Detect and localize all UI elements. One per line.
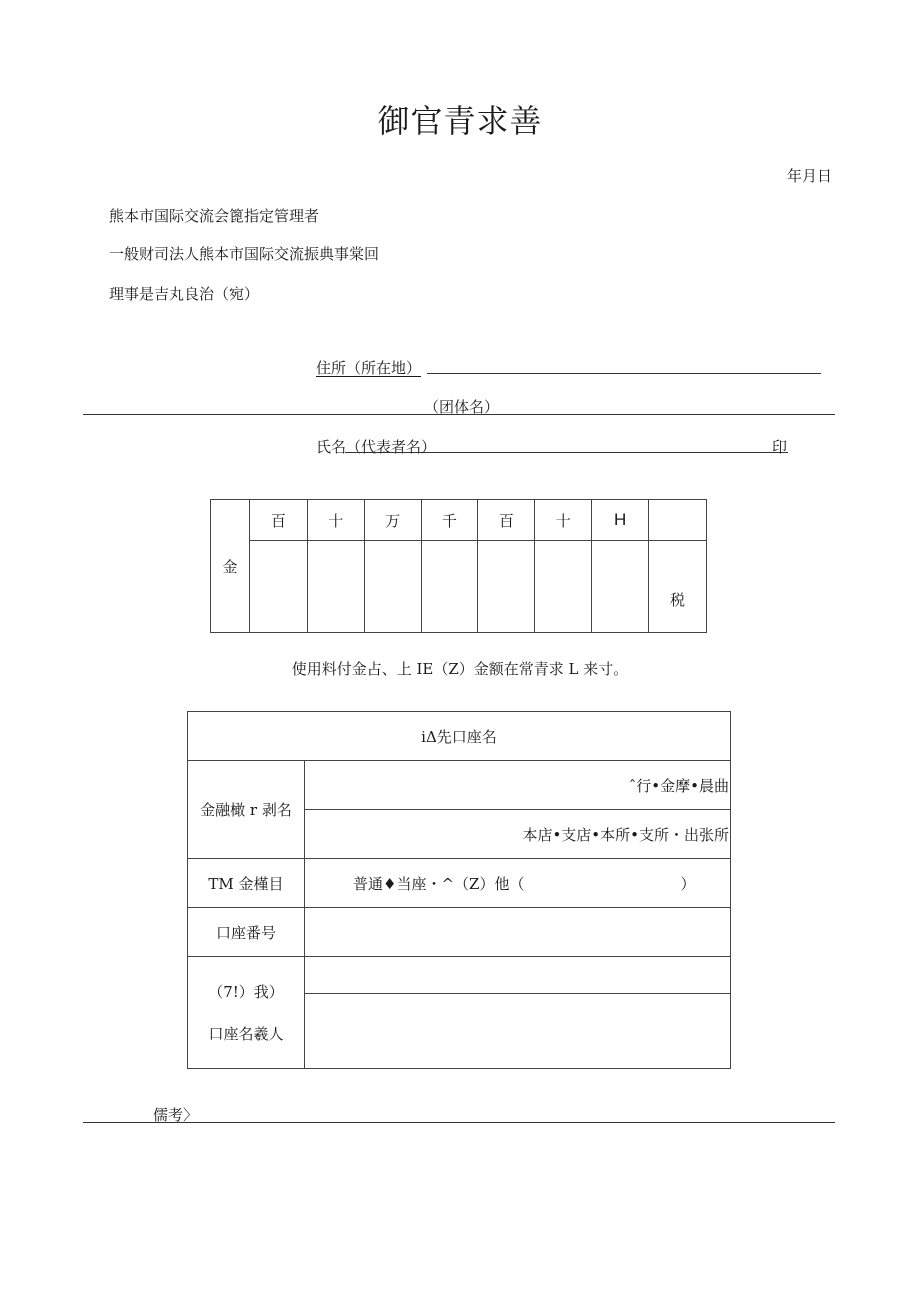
tax-cell: 税 [649,541,707,633]
account-number-label: 口座番号 [188,908,305,957]
account-number-field[interactable] [305,908,731,957]
digit-header: 百 [478,500,535,541]
institution-label: 金融橄 r 剥名 [188,761,305,859]
digit-cell[interactable] [364,541,421,633]
address-label [316,357,421,378]
addressee-line-3: 理事是吉丸良治（宛） [109,285,260,303]
branch-type-field[interactable]: 本店•支店•本所•支所・出张所 [305,810,731,859]
digit-cell[interactable] [478,541,535,633]
holder-name-label: 口座名羲人 [208,1024,284,1043]
account-type-options: 普通♦当座・^（Z）他（ [353,874,525,893]
digit-cell[interactable] [421,541,478,633]
account-type-field[interactable] [305,859,731,908]
instruction-note: 使用料付金占、上 IE（Z）金额在常青求 L 来寸。 [291,660,629,678]
bank-account-table [187,711,731,1069]
account-type-close: ） [680,874,696,893]
document-title: 御官青求善 [377,102,543,140]
group-name-field-line[interactable] [83,414,835,415]
representative-name-field-line[interactable] [345,452,788,453]
holder-kana-field[interactable] [305,957,731,994]
digit-header: 十 [535,500,592,541]
institution-type-field[interactable]: ˆ行•金摩•晨曲 [305,761,731,810]
address-label-text: 住所（所在地） [316,359,422,377]
digit-cell[interactable] [592,541,649,633]
representative-name-label: 氏名（代表者名） [316,438,437,456]
digit-header: 百 [249,500,307,541]
amount-row-label: 金 [211,500,250,633]
bank-table-header: iΔ先口座名 [188,712,731,761]
digit-header: 千 [421,500,478,541]
date-label: 年月日 [786,167,832,185]
seal-label: 印 [772,438,788,456]
digit-header: 十 [307,500,364,541]
digit-header [649,500,707,541]
digit-cell[interactable] [307,541,364,633]
remarks-line[interactable] [83,1122,835,1123]
addressee-line-1: 熊本市国际交流会篦指定管理者 [109,207,320,225]
digit-header: H [592,500,649,541]
digit-cell[interactable] [535,541,592,633]
holder-kana-label: （7!）我） [208,982,284,1001]
digit-cell[interactable] [249,541,307,633]
address-field-line[interactable] [427,373,821,374]
account-type-label: TM 金槿目 [188,859,305,908]
group-name-label: （团体名） [424,398,500,416]
amount-table [210,499,707,633]
account-holder-label [188,957,305,1069]
addressee-line-2: 一般财司法人熊本市国际交流振典事棠回 [109,245,380,263]
remarks-label: 儒考〉 [153,1106,199,1124]
digit-header: 万 [364,500,421,541]
holder-name-field[interactable] [305,994,731,1069]
